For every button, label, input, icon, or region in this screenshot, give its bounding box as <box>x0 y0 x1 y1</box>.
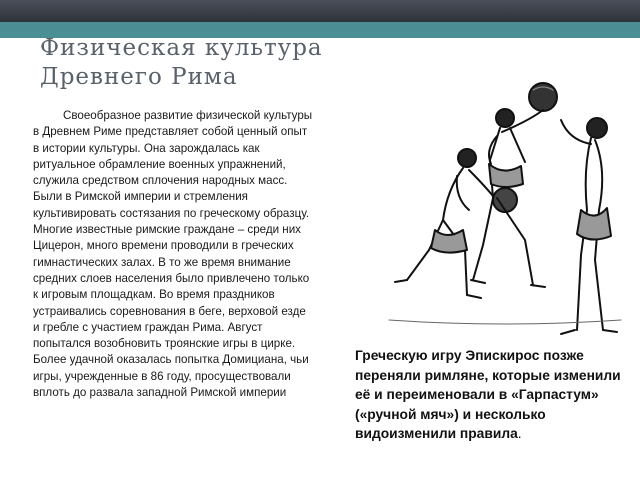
slide-body-text: Своеобразное развитие физической культуры в Древнем Риме представляет собой ценный опыт в истории культуры. Она зарождалась как ритуальное обрамление военных упражнений, служила средством сплочения народных масс. Были в Римской империи и стремления культивировать состязания по греческому образцу. Многие известные римские граждане – среди них Цицерон, много времени проводили в греческих гимнастических залах. В то же время внимание средних слоев населения было привлечено только к игровым площадкам. Во время праздников устраивались соревнования в беге, верховой езде и гребле с участием граждан Рима. Август попытался возобновить троянские игры в цирке. Более удачной оказалась попытка Домициана, чьи игры, учрежденные в 86 году, просуществовали вплоть до развала западной Римской империи <box>33 109 313 400</box>
slide-caption <box>355 346 625 444</box>
title-line-1: Физическая культура <box>40 35 323 61</box>
caption-period: . <box>517 426 522 441</box>
title-line-2: Древнего Рима <box>40 64 238 90</box>
slide-title <box>40 34 380 92</box>
slide-top-bar <box>0 0 640 22</box>
caption-text: Греческую игру Эпискирос позже переняли римляне, которые изменили её и переименовали в «Гарпастум» («ручной мяч») и несколько видоизменили правила <box>355 348 621 441</box>
ball-players-drawing-icon <box>385 80 625 338</box>
